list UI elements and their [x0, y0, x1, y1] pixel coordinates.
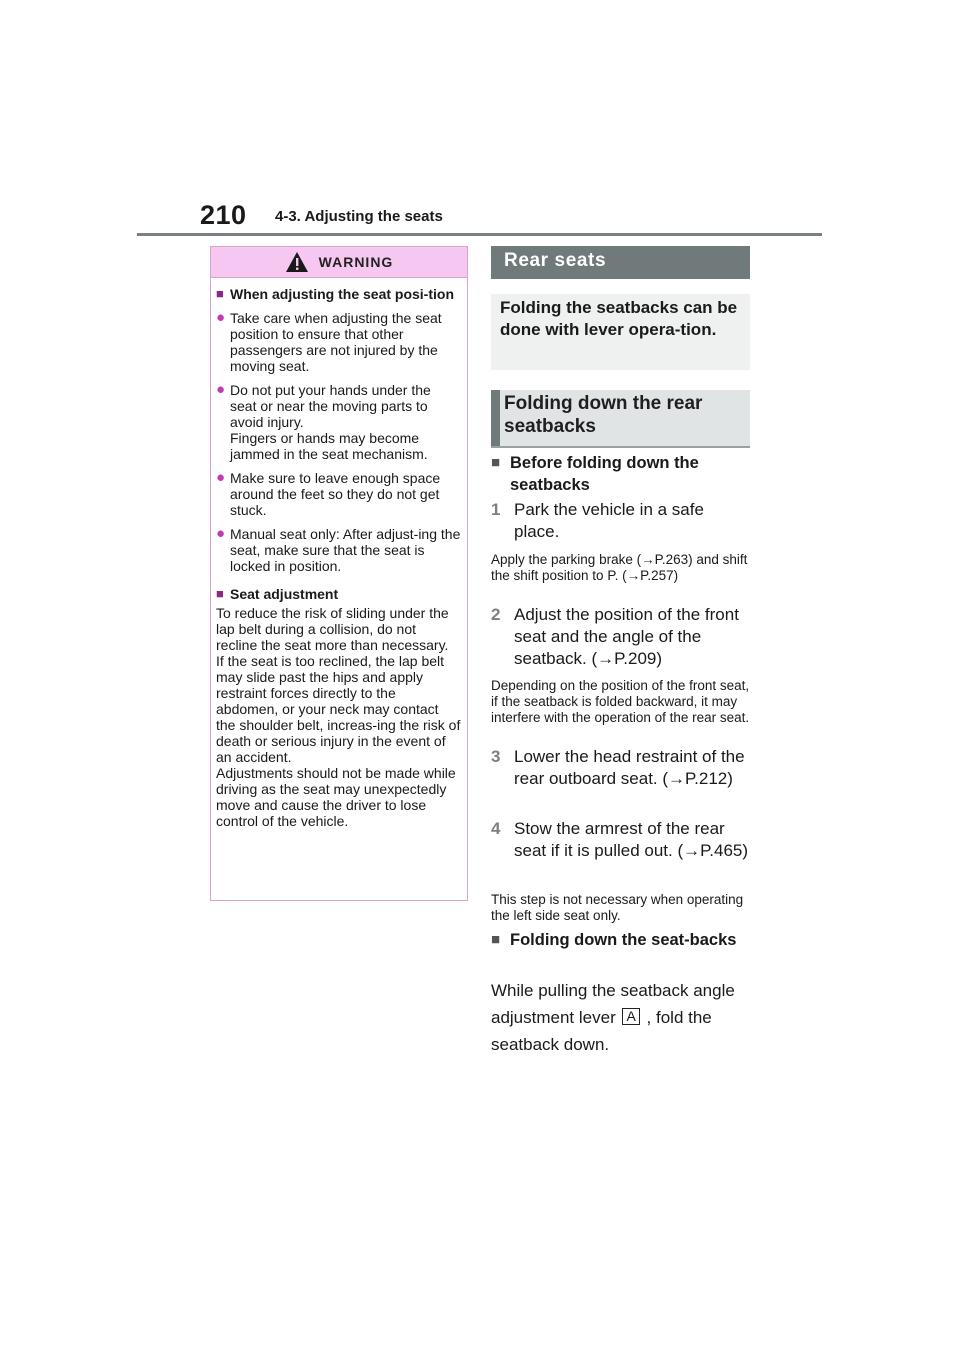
warning-bullet: ● Do not put your hands under the seat or near the moving parts to avoid injury. Fingers or hands may become jammed in the seat mechanism. [216, 381, 431, 462]
warning-heading-seat-adjustment: ■ Seat adjustment [216, 586, 339, 602]
warning-triangle-icon [285, 251, 309, 273]
round-bullet-icon: ● [216, 525, 226, 542]
label-a-callout: A [622, 1008, 639, 1025]
square-bullet-icon: ■ [216, 586, 224, 601]
square-bullet-icon: ■ [216, 286, 224, 301]
step-1-note: Apply the parking brake (→P.263) and shift the shift position to P. (→P.257) [491, 552, 748, 583]
step-2-note: Depending on the position of the front seat, if the seatback is folded backward, it may interfere with the operation of the rear seat. [491, 678, 750, 725]
warning-box [210, 246, 468, 901]
folding-subtitle: Folding down the rear seatbacks [491, 390, 750, 446]
round-bullet-icon: ● [216, 309, 226, 326]
warning-bullet: ● Take care when adjusting the seat position to ensure that other passengers are not injured by the moving seat. [216, 309, 442, 374]
page-number: 210 [200, 200, 247, 230]
rear-seats-intro: Folding the seatbacks can be done with lever opera-tion. [491, 294, 750, 370]
folding-seatbacks-heading: ■ Folding down the seat-backs [491, 931, 737, 949]
header-rule [137, 233, 822, 236]
warning-body [211, 278, 467, 829]
round-bullet-icon: ● [216, 381, 226, 398]
warning-bullet: ● Make sure to leave enough space around the feet so they do not get stuck. [216, 469, 441, 518]
warning-bullet: ● Manual seat only: After adjust-ing the seat, make sure that the seat is locked in position. [216, 525, 461, 574]
step-2: 2 Adjust the position of the front seat and the angle of the seatback. (→P.209) [491, 605, 739, 668]
before-folding-heading: ■ Before folding down the seatbacks [491, 454, 699, 494]
warning-paragraph: To reduce the risk of sliding under the lap belt during a collision, do not recline the seat more than necessary. [216, 605, 449, 653]
warning-header [211, 247, 467, 278]
rear-seats-title: Rear seats [491, 246, 750, 279]
folding-instructions: While pulling the seatback angle adjustment lever A , fold the seatback down. [491, 981, 735, 1054]
warning-paragraph: If the seat is too reclined, the lap belt may slide past the hips and apply restraint forces directly to the abdomen, or your neck may contact the shoulder belt, increas-ing the risk of death or serious injury in the event of an accident. [216, 653, 461, 765]
step-1: 1 Park the vehicle in a safe place. [491, 500, 704, 541]
round-bullet-icon: ● [216, 469, 226, 486]
step-3: 3 Lower the head restraint of the rear outboard seat. (→P.212) [491, 747, 745, 788]
step-4: 4 Stow the armrest of the rear seat if it is pulled out. (→P.465) [491, 819, 749, 860]
warning-paragraph: Adjustments should not be made while driving as the seat may unexpectedly move and cause the driver to lose control of the vehicle. [216, 765, 456, 829]
section-title: 4-3. Adjusting the seats [275, 208, 443, 225]
square-bullet-icon: ■ [491, 931, 501, 948]
square-bullet-icon: ■ [491, 454, 501, 471]
step-4-note: This step is not necessary when operating the left side seat only. [491, 892, 744, 923]
warning-title: WARNING [318, 254, 394, 270]
warning-heading-seat-position: ■ When adjusting the seat posi-tion [216, 286, 454, 302]
